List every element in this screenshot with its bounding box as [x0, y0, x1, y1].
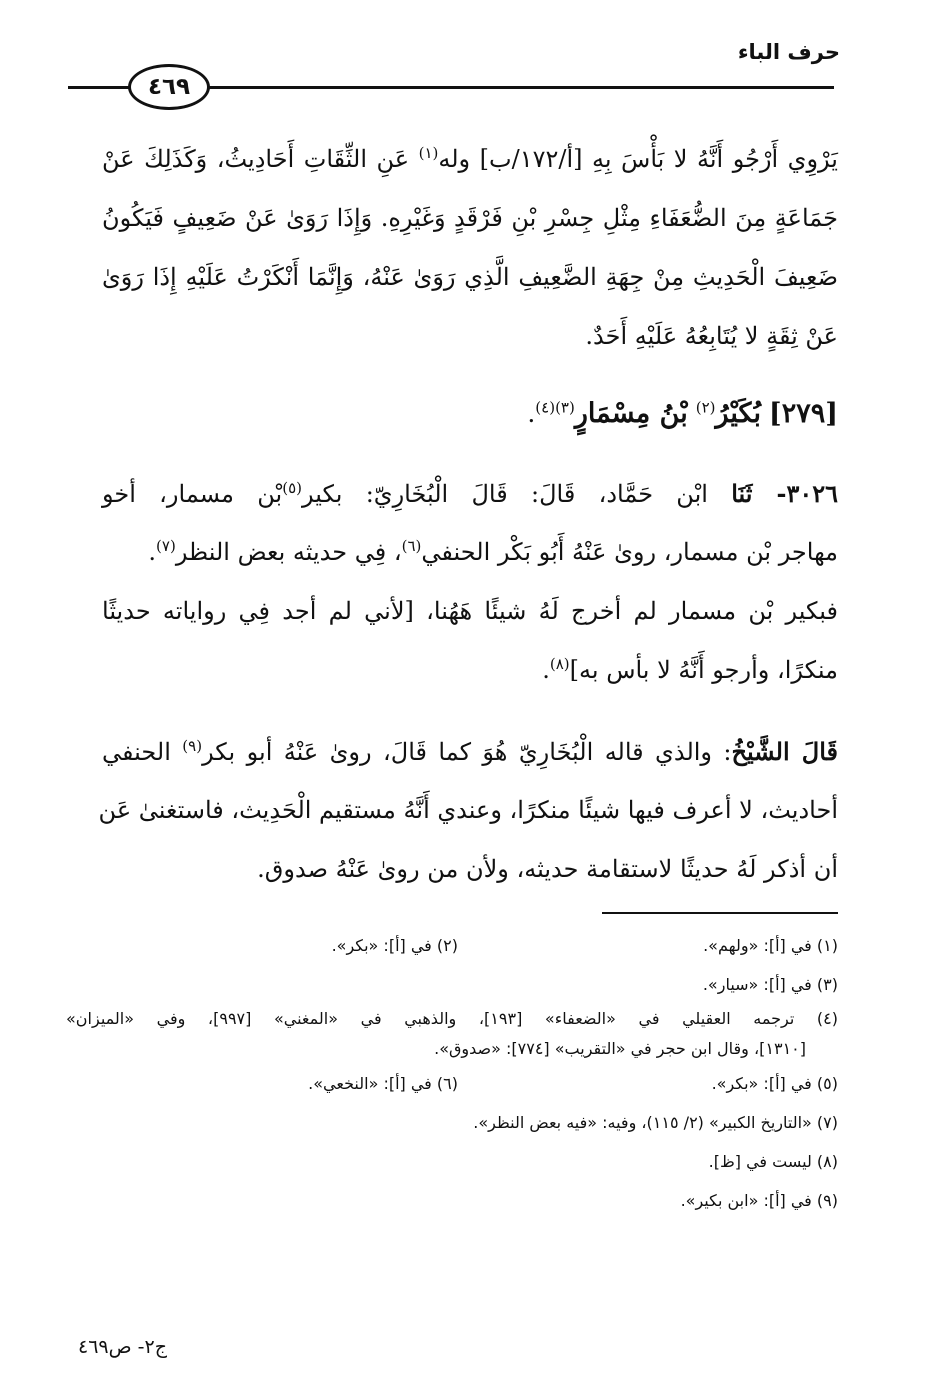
paragraph-3	[102, 582, 838, 700]
paragraph-2-line-2	[102, 523, 838, 582]
text-run: يَرْوِي أَرْجُو أَنَّهُ لا بَأْسَ بِهِ [أ/١٧٢/ب] وله	[438, 145, 838, 173]
text-run: عَنِ الثِّقَاتِ أَحَادِيثُ، وَكَذَلِكَ عَنْ	[102, 145, 410, 173]
footnote-marker-6: (٦)	[401, 537, 422, 555]
footnote-7: (٧) «التاريخ الكبير» (٢/ ١١٥)، وفيه: «فيه بعض النظر».	[473, 1113, 838, 1132]
footnote-marker-8: (٨)	[549, 655, 570, 673]
footnote-marker-7: (٧)	[156, 537, 176, 555]
footnotes	[66, 926, 838, 1220]
text-run: منكرًا، وأرجو أَنَّهُ لا بأس به]	[569, 656, 838, 684]
text-run: ابْن حَمَّاد، قَالَ: قَالَ الْبُخَارِيّ: بكير	[302, 480, 708, 508]
paragraph-4-line-2: أحاديث، لا أعرف فيها شيئًا منكرًا، وعندي أَنَّهُ مستقيم الْحَدِيث، فاستغنىٰ عَن	[98, 796, 838, 824]
shaykh-label: قَالَ الشَّيْخُ	[731, 737, 838, 766]
paragraph-1-line-2: جَمَاعَةٍ مِنَ الضُّعَفَاءِ مِثْلِ جِسْرِ بْنِ فَرْقَدٍ وَغَيْرِهِ. وَإِذَا رَوَىٰ عَنْ ضَعِيفٍ فَيَكُونُ	[102, 204, 838, 232]
footnote-3: (٣) في [أ]: «سيار».	[702, 975, 838, 994]
footnote-5: (٥) في [أ]: «بكر».	[711, 1074, 838, 1093]
paragraph-1-line-4: عَنْ ثِقَةٍ لا يُتَابِعُهُ عَلَيْهِ أَحَدٌ.	[585, 322, 838, 350]
footnote-row-1	[66, 926, 838, 965]
footnote-4-line-1: (٤) ترجمه العقيلي في «الضعفاء» [١٩٣]، والذهبي في «المغني» [٩٩٧]، وفي «الميزان»	[66, 1009, 838, 1028]
paragraph-3-line-1: فبكير بْن مسمار لم أخرج لَهُ شيئًا هَهُنا، [لأني لم أجد فِي رواياته حديثًا	[102, 597, 838, 625]
footnote-marker-9: (٩)	[182, 737, 203, 755]
volume-page-reference: ج٢- ص٤٦٩	[78, 1336, 167, 1358]
text-run: ، فِي حديثه بعض النظر	[175, 538, 402, 566]
entry-heading	[527, 398, 838, 429]
footnote-8: (٨) ليست في [ظ].	[708, 1152, 838, 1171]
footnote-1: (١) في [أ]: «ولهم».	[703, 936, 838, 955]
entry-name-first: بُكَيْرُ	[715, 398, 761, 429]
paragraph-4-line-3: أن أذكر لَهُ حديثًا لاستقامة حديثه، ولأن من روىٰ عَنْهُ صدوق.	[257, 855, 838, 883]
page-number: ٤٦٩	[128, 64, 210, 110]
paragraph-4	[98, 722, 838, 899]
chapter-title: حرف الباء	[737, 40, 840, 64]
footnote-marker-2: (٢)	[695, 398, 716, 417]
footnote-9: (٩) في [أ]: «ابن بكير».	[680, 1191, 838, 1210]
text-run: .	[148, 538, 157, 566]
footnote-2: (٢) في [أ]: «بكر».	[331, 936, 458, 955]
text-run: : والذي قاله الْبُخَارِيّ هُوَ كما قَالَ، روىٰ عَنْهُ أبو بكر	[202, 738, 732, 766]
footnote-marker-4: (٤)	[535, 398, 556, 417]
entry-name-second: بْنُ مِسْمَارٍ	[574, 398, 688, 429]
paragraph-1	[102, 130, 838, 366]
paragraph-4-line-1	[102, 722, 838, 781]
footnote-marker-3: (٣)	[555, 398, 575, 417]
hadith-number: ٣٠٢٦- ثَنَا	[731, 479, 839, 508]
text-run: بْن مسمار، أخو	[102, 480, 283, 508]
paragraph-3-line-2	[102, 641, 838, 700]
paragraph-1-line-1	[102, 130, 838, 189]
footnote-marker-5: (٥)	[282, 479, 302, 497]
text-run: الحنفي	[102, 738, 171, 766]
footnote-4-line-2: [١٣١٠]، وقال ابن حجر في «التقريب» [٧٧٤]: «صدوق».	[434, 1039, 806, 1058]
paragraph-1-line-3: ضَعِيفَ الْحَدِيثِ مِنْ جِهَةِ الضَّعِيفِ الَّذِي رَوَىٰ عَنْهُ، وَإِنَّمَا أَنْكَرْتُ عَلَيْهِ إِذَا رَوَىٰ	[102, 263, 838, 291]
paragraph-2	[102, 464, 838, 582]
text-run: .	[542, 656, 550, 684]
footnote-separator	[602, 912, 838, 914]
footnote-marker-1: (١)	[418, 144, 439, 162]
entry-end: .	[527, 399, 536, 428]
paragraph-2-line-1	[102, 464, 838, 523]
footnote-row-5	[66, 1064, 838, 1103]
text-run: مهاجر بْن مسمار، روىٰ عَنْهُ أَبُو بَكْر الحنفي	[421, 538, 838, 566]
footnote-6: (٦) في [أ]: «النخعي».	[308, 1074, 458, 1093]
entry-number: [٢٧٩]	[768, 398, 838, 429]
